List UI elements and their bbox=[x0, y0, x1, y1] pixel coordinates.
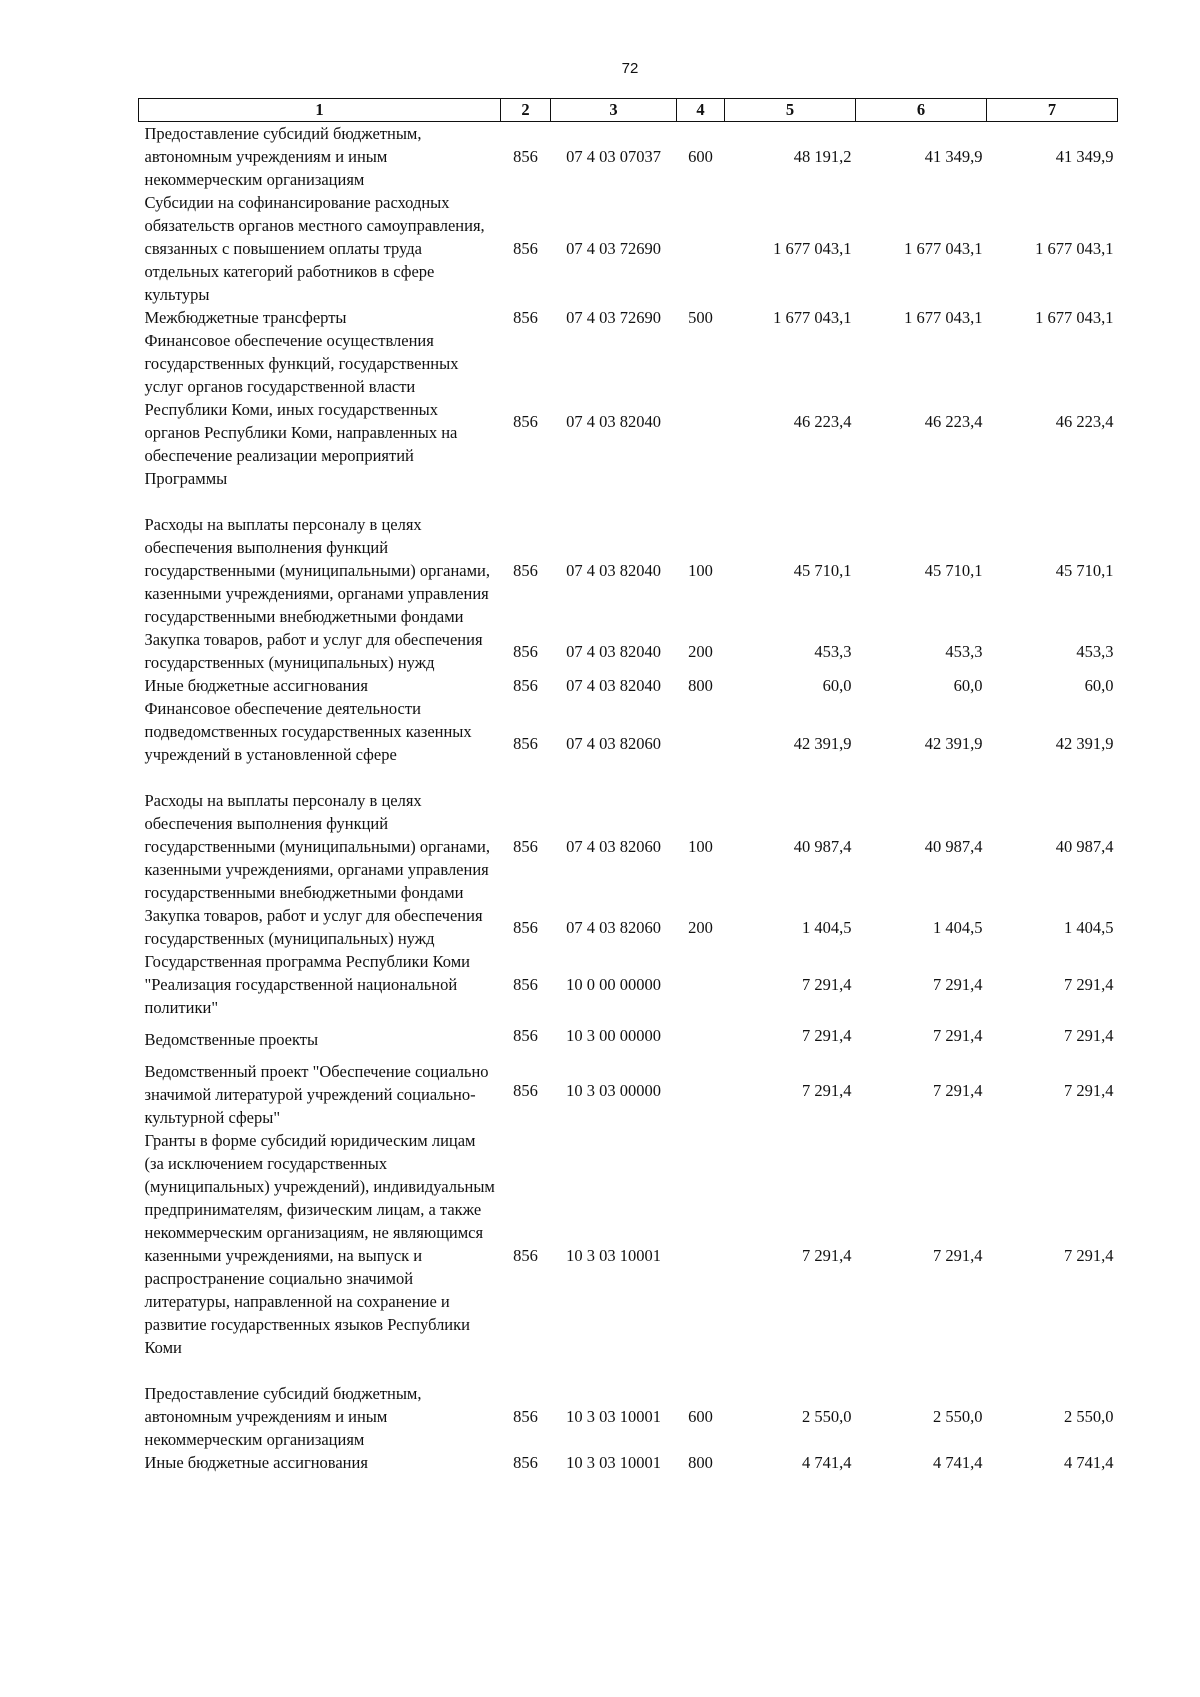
row-vr-code bbox=[677, 329, 725, 513]
row-vr-code bbox=[677, 1019, 725, 1051]
row-value-col5: 1 404,5 bbox=[802, 917, 852, 937]
table-header bbox=[139, 99, 1118, 122]
table-row bbox=[139, 950, 1118, 1019]
table-body bbox=[139, 122, 1118, 1475]
row-vr-code: 200 bbox=[688, 641, 713, 661]
row-csr-code: 07 4 03 82060 bbox=[566, 733, 661, 753]
row-vr-code: 800 bbox=[688, 1453, 713, 1472]
row-value-col6: 60,0 bbox=[953, 676, 983, 695]
row-name: Финансовое обеспечение осуществления государственных функций, государственных услуг органов государственной власти Республики Коми, иных государственных органов Республики Коми, направленных на обеспечение реализации мероприятий Программы bbox=[144, 331, 459, 488]
row-value-col6: 7 291,4 bbox=[933, 1025, 983, 1045]
header-col-7: 7 bbox=[987, 99, 1118, 122]
row-ved-code: 856 bbox=[513, 1453, 538, 1472]
row-csr-code: 10 3 03 10001 bbox=[566, 1246, 661, 1265]
row-value-col7: 42 391,9 bbox=[1055, 733, 1114, 753]
row-value-col6: 7 291,4 bbox=[933, 1246, 983, 1265]
page-number: 72 bbox=[621, 60, 639, 77]
row-name: Государственная программа Республики Коми "Реализация государственной национальной политики" bbox=[144, 952, 470, 1017]
row-value-col5: 7 291,4 bbox=[802, 1080, 852, 1100]
row-value-col6: 4 741,4 bbox=[933, 1453, 983, 1472]
row-name: Межбюджетные трансферты bbox=[144, 308, 347, 327]
row-ved-code: 856 bbox=[513, 641, 538, 661]
header-col-4: 4 bbox=[677, 99, 725, 122]
row-name: Иные бюджетные ассигнования bbox=[144, 1453, 368, 1472]
row-value-col5: 2 550,0 bbox=[802, 1407, 852, 1426]
row-value-col7: 453,3 bbox=[1076, 641, 1114, 661]
row-ved-code: 856 bbox=[513, 733, 538, 753]
row-value-col5: 40 987,4 bbox=[793, 837, 852, 856]
row-name: Предоставление субсидий бюджетным, автономным учреждениям и иным некоммерческим организациям bbox=[144, 124, 422, 189]
row-value-col7: 4 741,4 bbox=[1064, 1453, 1114, 1472]
row-value-col6: 45 710,1 bbox=[924, 561, 983, 580]
row-ved-code: 856 bbox=[513, 917, 538, 937]
header-col-3: 3 bbox=[551, 99, 677, 122]
row-vr-code bbox=[677, 1129, 725, 1382]
table-row bbox=[139, 1451, 1118, 1474]
table-row bbox=[139, 306, 1118, 329]
row-value-col6: 7 291,4 bbox=[933, 975, 983, 994]
budget-table bbox=[138, 98, 1118, 1474]
row-vr-code: 500 bbox=[688, 308, 713, 327]
row-csr-code: 07 4 03 82040 bbox=[566, 411, 661, 431]
row-vr-code: 200 bbox=[688, 917, 713, 937]
row-ved-code: 856 bbox=[513, 239, 538, 258]
table-row bbox=[139, 789, 1118, 904]
row-ved-code: 856 bbox=[513, 411, 538, 431]
row-ved-code: 856 bbox=[513, 1025, 538, 1045]
row-vr-code bbox=[677, 1051, 725, 1129]
row-ved-code: 856 bbox=[513, 1246, 538, 1265]
row-value-col7: 1 677 043,1 bbox=[1035, 239, 1114, 258]
row-name: Предоставление субсидий бюджетным, автономным учреждениям и иным некоммерческим организациям bbox=[144, 1384, 422, 1449]
row-name: Иные бюджетные ассигнования bbox=[144, 676, 368, 695]
row-value-col5: 48 191,2 bbox=[793, 147, 852, 166]
row-value-col6: 41 349,9 bbox=[924, 147, 983, 166]
header-col-5: 5 bbox=[725, 99, 856, 122]
row-ved-code: 856 bbox=[513, 837, 538, 856]
row-name: Ведомственные проекты bbox=[144, 1030, 319, 1049]
row-name: Закупка товаров, работ и услуг для обеспечения государственных (муниципальных) нужд bbox=[144, 630, 483, 672]
row-value-col7: 2 550,0 bbox=[1064, 1407, 1114, 1426]
row-value-col5: 60,0 bbox=[822, 676, 852, 695]
header-col-6: 6 bbox=[856, 99, 987, 122]
row-csr-code: 07 4 03 82040 bbox=[566, 676, 661, 695]
row-value-col6: 7 291,4 bbox=[933, 1080, 983, 1100]
row-vr-code: 600 bbox=[688, 1407, 713, 1426]
row-value-col6: 42 391,9 bbox=[924, 733, 983, 753]
row-ved-code: 856 bbox=[513, 975, 538, 994]
table-row bbox=[139, 1051, 1118, 1129]
row-value-col6: 453,3 bbox=[945, 641, 983, 661]
row-value-col7: 46 223,4 bbox=[1055, 411, 1114, 431]
row-ved-code: 856 bbox=[513, 1080, 538, 1100]
header-col-1: 1 bbox=[139, 99, 501, 122]
table-row bbox=[139, 329, 1118, 513]
row-ved-code: 856 bbox=[513, 308, 538, 327]
row-value-col5: 45 710,1 bbox=[793, 561, 852, 580]
row-csr-code: 07 4 03 07037 bbox=[566, 147, 661, 166]
row-value-col5: 1 677 043,1 bbox=[773, 239, 852, 258]
row-csr-code: 07 4 03 82060 bbox=[566, 837, 661, 856]
row-vr-code bbox=[677, 697, 725, 789]
row-value-col5: 1 677 043,1 bbox=[773, 308, 852, 327]
row-value-col6: 1 677 043,1 bbox=[904, 308, 983, 327]
table-row bbox=[139, 122, 1118, 192]
row-vr-code: 100 bbox=[688, 561, 713, 580]
table-row bbox=[139, 1019, 1118, 1051]
row-vr-code bbox=[677, 191, 725, 306]
row-value-col7: 7 291,4 bbox=[1064, 1080, 1114, 1100]
row-value-col7: 60,0 bbox=[1084, 676, 1114, 695]
row-name: Расходы на выплаты персоналу в целях обеспечения выполнения функций государственными (муниципальными) органами, казенными учреждениями, органами управления государственными внебюджетными фондами bbox=[144, 791, 491, 902]
table-row bbox=[139, 697, 1118, 789]
row-value-col7: 41 349,9 bbox=[1055, 147, 1114, 166]
row-csr-code: 07 4 03 82040 bbox=[566, 561, 661, 580]
row-vr-code: 800 bbox=[688, 676, 713, 695]
row-value-col7: 7 291,4 bbox=[1064, 975, 1114, 994]
row-ved-code: 856 bbox=[513, 676, 538, 695]
row-csr-code: 07 4 03 72690 bbox=[566, 239, 661, 258]
row-vr-code bbox=[677, 950, 725, 1019]
table-row bbox=[139, 191, 1118, 306]
row-csr-code: 10 3 03 00000 bbox=[566, 1080, 661, 1100]
row-name: Расходы на выплаты персоналу в целях обеспечения выполнения функций государственными (муниципальными) органами, казенными учреждениями, органами управления государственными внебюджетными фондами bbox=[144, 515, 491, 626]
row-csr-code: 07 4 03 82040 bbox=[566, 641, 661, 661]
row-value-col6: 2 550,0 bbox=[933, 1407, 983, 1426]
table-row bbox=[139, 1382, 1118, 1451]
table-row bbox=[139, 904, 1118, 950]
row-csr-code: 10 3 00 00000 bbox=[566, 1025, 661, 1045]
row-value-col6: 1 404,5 bbox=[933, 917, 983, 937]
row-csr-code: 10 0 00 00000 bbox=[566, 975, 661, 994]
row-value-col7: 7 291,4 bbox=[1064, 1025, 1114, 1045]
row-vr-code: 600 bbox=[688, 147, 713, 166]
row-name: Субсидии на софинансирование расходных обязательств органов местного самоуправления, связанных с повышением оплаты труда отдельных категорий работников в сфере культуры bbox=[144, 193, 485, 304]
header-col-2: 2 bbox=[501, 99, 551, 122]
row-value-col7: 1 677 043,1 bbox=[1035, 308, 1114, 327]
row-csr-code: 10 3 03 10001 bbox=[566, 1453, 661, 1472]
row-csr-code: 07 4 03 72690 bbox=[566, 308, 661, 327]
row-value-col7: 7 291,4 bbox=[1064, 1246, 1114, 1265]
row-value-col7: 1 404,5 bbox=[1064, 917, 1114, 937]
table-row bbox=[139, 513, 1118, 628]
row-value-col5: 46 223,4 bbox=[793, 411, 852, 431]
row-value-col5: 7 291,4 bbox=[802, 1025, 852, 1045]
row-value-col6: 1 677 043,1 bbox=[904, 239, 983, 258]
row-value-col6: 46 223,4 bbox=[924, 411, 983, 431]
row-value-col5: 4 741,4 bbox=[802, 1453, 852, 1472]
row-name: Финансовое обеспечение деятельности подведомственных государственных казенных учреждений в установленной сфере bbox=[144, 699, 472, 764]
row-name: Ведомственный проект "Обеспечение социально значимой литературой учреждений социально-культурной сферы" bbox=[144, 1062, 489, 1127]
row-ved-code: 856 bbox=[513, 1407, 538, 1426]
row-vr-code: 100 bbox=[688, 837, 713, 856]
row-csr-code: 07 4 03 82060 bbox=[566, 917, 661, 937]
row-csr-code: 10 3 03 10001 bbox=[566, 1407, 661, 1426]
header-row bbox=[139, 99, 1118, 122]
row-value-col5: 42 391,9 bbox=[793, 733, 852, 753]
row-value-col7: 40 987,4 bbox=[1055, 837, 1114, 856]
row-value-col7: 45 710,1 bbox=[1055, 561, 1114, 580]
table-row bbox=[139, 628, 1118, 674]
row-value-col5: 453,3 bbox=[814, 641, 852, 661]
table-row bbox=[139, 674, 1118, 697]
row-name: Гранты в форме субсидий юридическим лицам (за исключением государственных (муниципальных) учреждений), индивидуальным предпринимателям, физическим лицам, а также некоммерческим организациям, не являющимся казенными учреждениями, на выпуск и распространение социально значимой литературы, направленной на сохранение и развитие государственных языков Республики Коми bbox=[144, 1131, 495, 1357]
row-ved-code: 856 bbox=[513, 561, 538, 580]
row-value-col6: 40 987,4 bbox=[924, 837, 983, 856]
row-name: Закупка товаров, работ и услуг для обеспечения государственных (муниципальных) нужд bbox=[144, 906, 483, 948]
row-ved-code: 856 bbox=[513, 147, 538, 166]
table-row bbox=[139, 1129, 1118, 1382]
row-value-col5: 7 291,4 bbox=[802, 1246, 852, 1265]
row-value-col5: 7 291,4 bbox=[802, 975, 852, 994]
